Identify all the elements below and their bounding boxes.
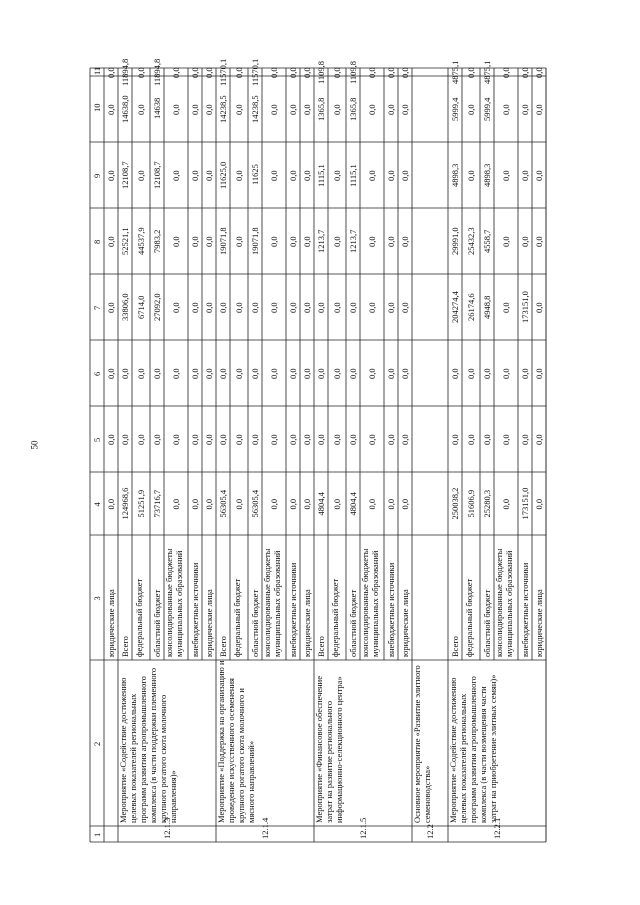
cell-value: 124968,6: [120, 487, 130, 520]
cell-value: 51251,9: [136, 489, 146, 518]
cell-value: 0,0: [120, 434, 130, 445]
source-label: Всего: [218, 636, 228, 657]
cell-value: 0,0: [269, 67, 279, 78]
header-col-9: 9: [92, 173, 102, 178]
header-col-3: 3: [92, 596, 102, 601]
cell-value: 19071,8: [250, 227, 260, 255]
cell-value: 44537,9: [136, 227, 146, 255]
cell-value: 0,0: [288, 498, 298, 510]
cell-value: 0,0: [520, 170, 530, 181]
cell-value: 5999,4: [482, 97, 492, 121]
cell-value: 0,0: [204, 104, 214, 115]
cell-value: 19071,8: [218, 227, 228, 255]
cell-value: 0,0: [234, 67, 244, 78]
source-label: [164, 548, 184, 657]
cell-value: 0,0: [171, 368, 181, 379]
cell-value: 0,0: [316, 434, 326, 445]
cell-value: 11625,0: [218, 161, 228, 189]
cell-value: 0,0: [204, 302, 214, 313]
cell-value: 0,0: [450, 434, 460, 445]
row-name: [314, 676, 344, 823]
header-col-7: 7: [92, 305, 102, 310]
row-name: [216, 660, 256, 823]
cell-value: 0,0: [400, 236, 410, 247]
row-name-line: информационно-селекционного центра»: [334, 676, 344, 823]
cell-value: 0,0: [269, 498, 279, 510]
source-label: федеральный бюджет: [134, 578, 144, 657]
cell-value: 0,0: [400, 67, 410, 78]
cell-value: 0,0: [332, 498, 342, 510]
cell-value: 0,0: [501, 104, 511, 115]
cell-value: 0,0: [520, 67, 530, 78]
cell-value: 0,0: [269, 434, 279, 445]
cell-value: 0,0: [501, 170, 511, 181]
cell-value: 4804,4: [348, 492, 358, 516]
cell-value: 0,0: [534, 434, 544, 445]
row-name-line: целевых показателей региональных: [458, 693, 468, 823]
source-label: Всего: [450, 636, 460, 657]
cell-value: 0,0: [534, 498, 544, 510]
source-label: юридические лица: [400, 589, 410, 657]
source-label: [360, 548, 380, 657]
source-label-line: муниципальных образований: [370, 550, 380, 657]
cell-value: 0,0: [288, 104, 298, 115]
source-label: внебюджетные источники: [190, 562, 200, 657]
cell-value: 0,0: [106, 368, 116, 379]
cell-value: 0,0: [302, 104, 312, 115]
cell-value: 0,0: [269, 104, 279, 115]
source-label-line: консолидированные бюджеты: [164, 548, 174, 657]
cell-value: 0,0: [269, 170, 279, 181]
cell-value: 0,0: [466, 67, 476, 78]
cell-value: 0,0: [332, 236, 342, 247]
cell-value: 0,0: [302, 236, 312, 247]
cell-value: 0,0: [269, 302, 279, 313]
cell-value: 0,0: [367, 368, 377, 379]
cell-value: 0,0: [316, 368, 326, 379]
row-name-line: Мероприятие «Содействие достижению: [118, 677, 128, 823]
source-label-line: консолидированные бюджеты: [262, 548, 272, 657]
cell-value: 51606,9: [466, 489, 476, 518]
cell-value: 0,0: [534, 104, 544, 115]
cell-value: 29991,0: [450, 227, 460, 255]
row-code: 12.1.3: [162, 817, 172, 839]
cell-value: 0,0: [204, 67, 214, 78]
cell-value: 0,0: [136, 170, 146, 181]
cell-value: 173151,0: [520, 291, 530, 323]
cell-value: 0,0: [250, 434, 260, 445]
row-name-line: мясного направлений»: [246, 740, 256, 823]
cell-value: 0,0: [520, 104, 530, 115]
cell-value: 1109,8: [316, 60, 326, 84]
cell-value: 0,0: [466, 170, 476, 181]
cell-value: 0,0: [106, 67, 116, 78]
cell-value: 0,0: [302, 302, 312, 313]
source-label-line: муниципальных образований: [272, 550, 282, 657]
row-name-line: проведение искусственного осеменения: [226, 678, 236, 823]
cell-value: 0,0: [234, 302, 244, 313]
cell-value: 0,0: [482, 434, 492, 445]
cell-value: 11625: [250, 164, 260, 185]
source-label: областной бюджет: [152, 589, 162, 657]
cell-value: 0,0: [348, 434, 358, 445]
cell-value: 0,0: [332, 67, 342, 78]
cell-value: 56305,4: [218, 489, 228, 518]
row-code: 12.1.5: [358, 817, 368, 839]
cell-value: 14638: [152, 97, 162, 119]
source-label: областной бюджет: [250, 589, 260, 657]
cell-value: 0,0: [106, 302, 116, 313]
row-name-line: программ развития агропромышленного: [138, 676, 148, 823]
cell-value: 0,0: [501, 368, 511, 379]
cell-value: 0,0: [386, 67, 396, 78]
cell-value: 0,0: [302, 498, 312, 510]
row-name: [448, 675, 498, 823]
cell-value: 0,0: [171, 434, 181, 445]
cell-value: 0,0: [316, 302, 326, 313]
cell-value: 25280,3: [482, 489, 492, 518]
cell-value: 0,0: [190, 302, 200, 313]
cell-value: 0,0: [106, 498, 116, 510]
cell-value: 0,0: [332, 302, 342, 313]
cell-value: 0,0: [218, 368, 228, 379]
cell-value: 1213,7: [316, 229, 326, 253]
cell-value: 27092,0: [152, 293, 162, 321]
cell-value: 5999,4: [450, 97, 460, 121]
source-label: внебюджетные источники: [386, 562, 396, 657]
source-label-line: консолидированные бюджеты: [360, 548, 370, 657]
cell-value: 0,0: [218, 434, 228, 445]
cell-value: 0,0: [171, 67, 181, 78]
cell-value: 0,0: [466, 434, 476, 445]
row-code: 12.2: [425, 824, 435, 839]
source-label: Всего: [316, 636, 326, 657]
cell-value: 0,0: [171, 302, 181, 313]
row-name-line: комплекса (в части поддержки племенного: [148, 667, 158, 823]
header-col-4: 4: [92, 502, 102, 507]
cell-value: 0,0: [136, 368, 146, 379]
cell-value: 0,0: [136, 434, 146, 445]
cell-value: 0,0: [466, 368, 476, 379]
header-col-11: 11: [92, 66, 102, 75]
cell-value: 4898,3: [482, 163, 492, 187]
cell-value: 0,0: [367, 302, 377, 313]
row-name-line: крупного рогатого скота молочного: [158, 694, 168, 823]
cell-value: 0,0: [348, 302, 358, 313]
cell-value: 4875,1: [450, 60, 460, 84]
cell-value: 0,0: [302, 434, 312, 445]
cell-value: 0,0: [234, 368, 244, 379]
cell-value: 204274,4: [450, 291, 460, 323]
source-label: федеральный бюджет: [464, 578, 474, 657]
cell-value: 0,0: [367, 104, 377, 115]
row-name-line: затрат на приобретение элитных семян)»: [488, 674, 498, 823]
row-name-line: затрат на развитие регионального: [324, 700, 334, 823]
cell-value: 0,0: [386, 498, 396, 510]
cell-value: 0,0: [520, 368, 530, 379]
row-name-line: Мероприятие «Поддержка на организацию и: [216, 660, 226, 823]
cell-value: 4875,1: [482, 60, 492, 84]
cell-value: 0,0: [288, 170, 298, 181]
cell-value: 1213,7: [348, 229, 358, 253]
header-col-5: 5: [92, 437, 102, 442]
cell-value: 0,0: [120, 368, 130, 379]
row-name-line: программ развития агропромышленного: [468, 676, 478, 823]
source-label: областной бюджет: [482, 589, 492, 657]
cell-value: 0,0: [106, 434, 116, 445]
cell-value: 0,0: [501, 302, 511, 313]
header-col-2: 2: [92, 741, 102, 746]
cell-value: 250038,2: [450, 487, 460, 520]
cell-value: 0,0: [332, 434, 342, 445]
cell-value: 0,0: [386, 302, 396, 313]
cell-value: 0,0: [534, 302, 544, 313]
cell-value: 1115,1: [316, 164, 326, 187]
cell-value: 0,0: [520, 434, 530, 445]
cell-value: 11894,8: [152, 58, 162, 86]
cell-value: 0,0: [204, 236, 214, 247]
cell-value: 0,0: [190, 170, 200, 181]
cell-value: 0,0: [136, 67, 146, 78]
cell-value: 0,0: [136, 104, 146, 115]
source-label: юридические лица: [106, 589, 116, 657]
cell-value: 0,0: [190, 104, 200, 115]
row-name-line: Основное мероприятие «Развитие элитного: [412, 665, 422, 823]
source-label: юридические лица: [204, 589, 214, 657]
cell-value: 0,0: [501, 236, 511, 247]
cell-value: 0,0: [367, 236, 377, 247]
row-name-line: комплекса (в части возмещения части: [478, 686, 488, 823]
cell-value: 11570,1: [218, 58, 228, 86]
cell-value: 0,0: [367, 498, 377, 510]
cell-value: 0,0: [171, 498, 181, 510]
cell-value: 0,0: [288, 368, 298, 379]
cell-value: 0,0: [450, 368, 460, 379]
cell-value: 12108,7: [120, 161, 130, 189]
cell-value: 1115,1: [348, 164, 358, 187]
cell-value: 0,0: [534, 67, 544, 78]
cell-value: 0,0: [288, 67, 298, 78]
cell-value: 0,0: [386, 104, 396, 115]
cell-value: 0,0: [482, 368, 492, 379]
cell-value: 0,0: [152, 368, 162, 379]
source-label-line: муниципальных образований: [504, 550, 514, 657]
cell-value: 0,0: [106, 104, 116, 115]
cell-value: 0,0: [171, 104, 181, 115]
row-name-line: Мероприятие «Финансовое обеспечение: [314, 676, 324, 823]
cell-value: 0,0: [190, 498, 200, 510]
cell-value: 4948,8: [482, 295, 492, 319]
cell-value: 0,0: [534, 170, 544, 181]
cell-value: 0,0: [250, 368, 260, 379]
cell-value: 0,0: [386, 236, 396, 247]
cell-value: 0,0: [190, 236, 200, 247]
cell-value: 0,0: [152, 434, 162, 445]
cell-value: 0,0: [204, 368, 214, 379]
cell-value: 0,0: [400, 498, 410, 510]
cell-value: 0,0: [171, 170, 181, 181]
row-name-line: направления)»: [168, 770, 178, 823]
cell-value: 0,0: [106, 170, 116, 181]
cell-value: 4558,7: [482, 229, 492, 253]
row-code: 12.2.1: [492, 817, 502, 839]
cell-value: 6714,0: [136, 295, 146, 319]
row-name-line: семеноводства»: [422, 765, 432, 823]
cell-value: 4804,4: [316, 492, 326, 516]
cell-value: 14638,0: [120, 95, 130, 123]
source-label: юридические лица: [302, 589, 312, 657]
row-name-line: Мероприятие «Содействие достижению: [448, 677, 458, 823]
header-col-1: 1: [92, 832, 102, 837]
cell-value: 0,0: [171, 236, 181, 247]
cell-value: 0,0: [218, 302, 228, 313]
source-label: [494, 548, 514, 657]
header-col-6: 6: [92, 371, 102, 376]
cell-value: 173151,0: [520, 487, 530, 520]
cell-value: 12108,7: [152, 161, 162, 189]
cell-value: 7983,2: [152, 229, 162, 253]
cell-value: 11894,8: [120, 58, 130, 86]
source-label: внебюджетные источники: [520, 562, 530, 657]
source-label-line: муниципальных образований: [174, 550, 184, 657]
source-label: внебюджетные источники: [288, 562, 298, 657]
row-name-line: крупного рогатого скота молочного и: [236, 688, 246, 823]
source-label: юридические лица: [534, 589, 544, 657]
cell-value: 11570,1: [250, 58, 260, 86]
cell-value: 0,0: [190, 368, 200, 379]
cell-value: 0,0: [190, 67, 200, 78]
row-code: 12.1.4: [260, 817, 270, 839]
cell-value: 52521,1: [120, 227, 130, 255]
cell-value: 0,0: [400, 434, 410, 445]
cell-value: 73716,7: [152, 489, 162, 518]
cell-value: 0,0: [520, 236, 530, 247]
cell-value: 0,0: [400, 368, 410, 379]
cell-value: 0,0: [534, 368, 544, 379]
header-col-10: 10: [92, 103, 102, 112]
cell-value: 0,0: [269, 236, 279, 247]
source-label: федеральный бюджет: [330, 578, 340, 657]
cell-value: 0,0: [106, 236, 116, 247]
cell-value: 0,0: [204, 434, 214, 445]
cell-value: 0,0: [234, 236, 244, 247]
cell-value: 4898,3: [450, 163, 460, 187]
cell-value: 0,0: [386, 368, 396, 379]
source-label: [262, 548, 282, 657]
cell-value: 14238,5: [250, 95, 260, 123]
cell-value: 1365,8: [348, 97, 358, 121]
cell-value: 33806,0: [120, 293, 130, 321]
source-label: Всего: [120, 636, 130, 657]
source-label: федеральный бюджет: [232, 578, 242, 657]
cell-value: 0,0: [400, 302, 410, 313]
cell-value: 0,0: [534, 236, 544, 247]
row-name-line: целевых показателей региональных: [128, 693, 138, 823]
cell-value: 0,0: [400, 170, 410, 181]
cell-value: 0,0: [250, 302, 260, 313]
cell-value: 25432,3: [466, 227, 476, 255]
cell-value: 0,0: [501, 67, 511, 78]
cell-value: 0,0: [332, 104, 342, 115]
cell-value: 0,0: [269, 368, 279, 379]
header-col-8: 8: [92, 239, 102, 244]
cell-value: 0,0: [302, 368, 312, 379]
cell-value: 0,0: [302, 67, 312, 78]
cell-value: 0,0: [234, 498, 244, 510]
cell-value: 0,0: [386, 170, 396, 181]
cell-value: 0,0: [234, 170, 244, 181]
cell-value: 0,0: [332, 170, 342, 181]
cell-value: 1365,8: [316, 97, 326, 121]
cell-value: 0,0: [288, 302, 298, 313]
cell-value: 0,0: [190, 434, 200, 445]
cell-value: 1109,8: [348, 60, 358, 84]
cell-value: 0,0: [204, 498, 214, 510]
cell-value: 0,0: [288, 434, 298, 445]
cell-value: 0,0: [400, 104, 410, 115]
cell-value: 0,0: [234, 104, 244, 115]
cell-value: 0,0: [501, 434, 511, 445]
cell-value: 0,0: [466, 104, 476, 115]
source-label: областной бюджет: [348, 589, 358, 657]
cell-value: 0,0: [386, 434, 396, 445]
cell-value: 0,0: [367, 170, 377, 181]
cell-value: 14238,5: [218, 95, 228, 123]
row-name: [118, 668, 178, 823]
cell-value: 0,0: [348, 368, 358, 379]
cell-value: 0,0: [332, 368, 342, 379]
cell-value: 26174,6: [466, 293, 476, 321]
cell-value: 0,0: [367, 67, 377, 78]
cell-value: 0,0: [501, 498, 511, 510]
source-label-line: консолидированные бюджеты: [494, 548, 504, 657]
cell-value: 0,0: [234, 434, 244, 445]
row-name: [412, 665, 432, 823]
cell-value: 0,0: [367, 434, 377, 445]
cell-value: 0,0: [288, 236, 298, 247]
cell-value: 56305,4: [250, 489, 260, 518]
cell-value: 0,0: [302, 170, 312, 181]
cell-value: 0,0: [204, 170, 214, 181]
page-number: 50: [29, 440, 40, 450]
